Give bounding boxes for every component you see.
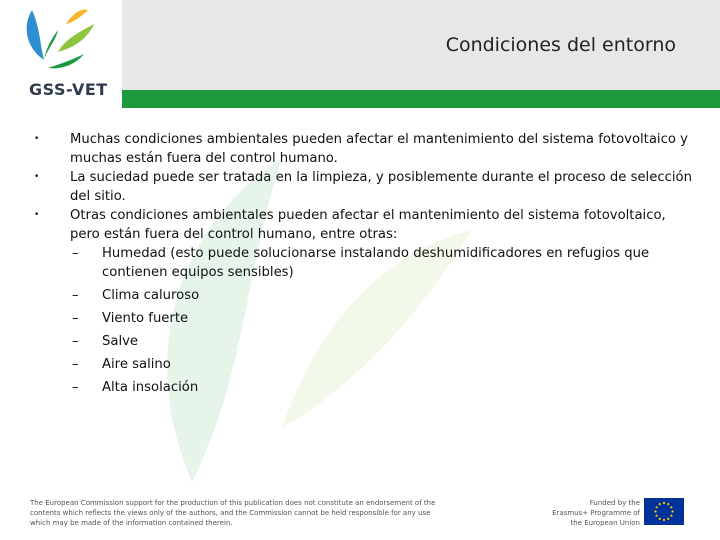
green-accent-bar bbox=[122, 90, 720, 108]
subbullet-text: Aire salino bbox=[102, 357, 171, 372]
dash-icon: – bbox=[72, 246, 79, 261]
bullet-dot-icon: • bbox=[34, 210, 40, 220]
subbullet-item bbox=[34, 378, 694, 397]
subbullet-item bbox=[34, 332, 694, 351]
page-title: Condiciones del entorno bbox=[445, 34, 676, 56]
bullet-dot-icon: • bbox=[34, 172, 40, 182]
bullet-dot-icon: • bbox=[34, 134, 40, 144]
bullet-item bbox=[34, 206, 694, 244]
subbullet-item bbox=[34, 355, 694, 374]
dash-icon: – bbox=[72, 357, 79, 372]
subbullet-text: Viento fuerte bbox=[102, 311, 189, 326]
logo-text: GSS-VET bbox=[29, 80, 108, 99]
bullet-item bbox=[34, 130, 694, 168]
eu-flag-icon bbox=[644, 498, 684, 525]
subbullet-text: Salve bbox=[102, 334, 139, 349]
bullet-text: Muchas condiciones ambientales pueden afectar el mantenimiento del sistema fotovoltaico y muchas están fuera del control humano. bbox=[70, 132, 688, 166]
bullet-list bbox=[34, 130, 694, 397]
subbullet-item bbox=[34, 286, 694, 305]
subbullet-text: Humedad (esto puede solucionarse instalando deshumidificadores en refugios que contienen equipos sensibles) bbox=[102, 246, 650, 280]
subbullet-text: Alta insolación bbox=[102, 380, 199, 395]
funded-by-label: Funded by the Erasmus+ Programme of the European Union bbox=[552, 499, 640, 527]
subbullet-item bbox=[34, 244, 694, 282]
dash-icon: – bbox=[72, 380, 79, 395]
eu-disclaimer: The European Commission support for the production of this publication does not constitute an endorsement of the contents which reflects the views only of the authors, and the Commission cannot be held responsible for any use which may be made of the information contained therein. bbox=[30, 499, 436, 527]
dash-icon: – bbox=[72, 288, 79, 303]
dash-icon: – bbox=[72, 334, 79, 349]
bullet-text: Otras condiciones ambientales pueden afectar el mantenimiento del sistema fotovoltaico, pero están fuera del control humano, entre otras: bbox=[70, 208, 666, 242]
bullet-item bbox=[34, 168, 694, 206]
subbullet-item bbox=[34, 309, 694, 328]
dash-icon: – bbox=[72, 311, 79, 326]
subbullet-text: Clima caluroso bbox=[102, 288, 200, 303]
bullet-text: La suciedad puede ser tratada en la limpieza, y posiblemente durante el proceso de selección del sitio. bbox=[70, 170, 692, 204]
